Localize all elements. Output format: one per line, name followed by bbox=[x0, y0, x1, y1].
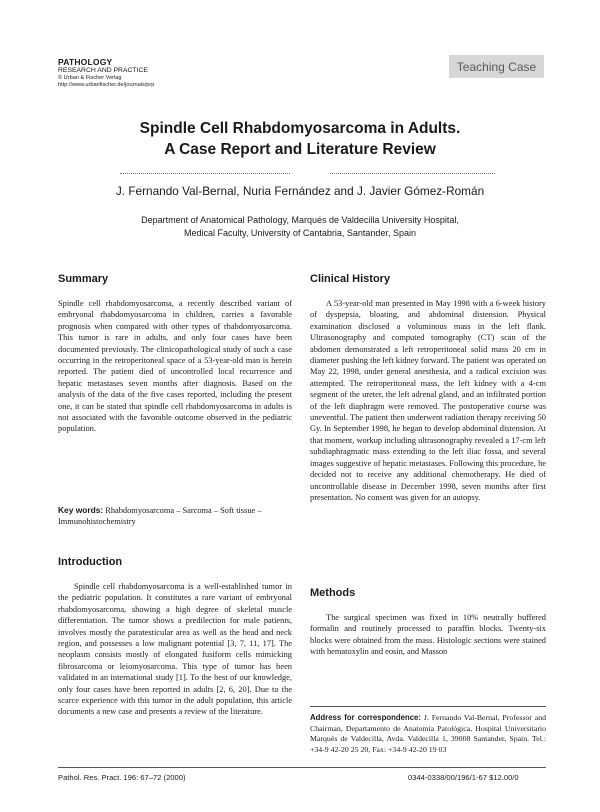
clinical-history-paragraph: A 53-year-old man presented in May 1998 with a 6-week history of dyspepsia, bloating, and abdominal distension. Physical examination disclosed a voluminous mass in the left flank. Ultrasonography and computed tomography (CT) scan of the abdomen demonstrated a left retroperitoneal solid mass 20 cm in diameter pushing the left kidney forward. The patient was operated on May 22, 1998, under general anesthesia, and a radical excision was attempted. The retroperitoneal mass, the left kidney with a 4-cm segment of the ureter, the left adrenal gland, and an infiltrated portion of the left diaphragm were removed. The postoperative course was uneventful. The patient then underwent radiation therapy receiving 50 Gy. In September 1998, he began to develop abdominal distension. At that moment, workup including ultrasonography revealed a 17-cm left subdiaphragmatic mass extending to the left iliac fossa, and several images suggestive of hepatic metastases. Following this procedure, he decided not to receive any additional chemotherapy. He died of uncontrollable disease in December 1998, seven months after first presentation. No consent was given for an autopsy. bbox=[310, 299, 546, 502]
methods-heading: Methods bbox=[310, 587, 356, 599]
journal-url[interactable]: http://www.urbanfischer.de/journals/prp bbox=[58, 82, 155, 88]
journal-publisher: © Urban & Fischer Verlag bbox=[58, 75, 122, 81]
summary-heading: Summary bbox=[58, 273, 109, 285]
footer-issn: 0344-0338/00/196/1-67 $12.00/0 bbox=[408, 773, 519, 782]
authors: J. Fernando Val-Bernal, Nuria Fernández and J. Javier Gómez-Román bbox=[115, 184, 485, 198]
affiliation-line-2: Medical Faculty, University of Cantabria, Santander, Spain bbox=[184, 228, 416, 238]
clinical-history-heading: Clinical History bbox=[310, 273, 391, 285]
correspondence-text: J. Fernando Val-Bernal, Professor and Chairman, Departamento de Anatomía Patológica, Hospital Universitario Marqués de Valdecilla, Avda. Valdecilla 1, 39008 Santander, Spain. Tel.: +34-9 42-20 25 20, Fax: +34-9 42-20 19 03 bbox=[310, 713, 546, 754]
correspondence-divider bbox=[310, 706, 546, 707]
keywords-text: Rhabdomyosarcoma – Sarcoma – Soft tissue – Immunohistochemistry bbox=[58, 506, 262, 527]
summary-paragraph: Spindle cell rhabdomyosarcoma, a recently described variant of embryonal rhabdomyosarcoma in children, carries a favorable prognosis when compared with other types of rhabdomyosarcoma. This tumor is rare in adults, and only four cases have been documented previously. The clinicopathological study of such a case occurring in the retroperitoneal space of a 53-year-old man is herein reported. The patient died of uncontrolled local recurrence and hepatic metastases seven months after diagnosis. Based on the analysis of the data of the five cases reported, including the present one, it can be stated that spindle cell rhabdomyosarcoma in adults is not associated with the favorable outcome observed in the pediatric population. bbox=[58, 299, 292, 434]
journal-subtitle: RESEARCH AND PRACTICE bbox=[58, 67, 148, 74]
methods-text bbox=[310, 612, 546, 658]
title-line-2: A Case Report and Literature Review bbox=[164, 141, 436, 158]
correspondence bbox=[310, 713, 546, 755]
methods-paragraph: The surgical specimen was fixed in 10% neutrally buffered formalin and routinely processed to paraffin blocks. Twenty-six blocks were obtained from the mass. Histologic sections were stained with hematoxylin and eosin, and Masson bbox=[310, 613, 546, 657]
keywords-label: Key words: bbox=[58, 505, 104, 515]
introduction-paragraph: Spindle cell rhabdomyosarcoma is a well-established tumor in the pediatric population. It constitutes a rare variant of embryonal rhabdomyosarcoma, showing a high degree of skeletal muscle differentiation. The tumor shows a predilection for male patients, involves mostly the paratesticular area as well as the head and neck region, and possesses a low malignant potential [3, 7, 11, 17]. The neoplasm consists mostly of elongated fusiform cells mimicking fibrosarcoma or leiomyosarcoma. This type of tumor has been validated in an international study [1]. To the best of our knowledge, only four cases have been reported in adults [2, 6, 20]. Due to the scarce experience with this tumor in the adult population, this article documents a new case and presents a review of the literature. bbox=[58, 582, 292, 717]
introduction-heading: Introduction bbox=[58, 556, 123, 568]
footer-citation: Pathol. Res. Pract. 196: 67–72 (2000) bbox=[58, 773, 186, 782]
footer-divider bbox=[58, 767, 546, 768]
clinical-history-text bbox=[310, 298, 546, 503]
article-title bbox=[60, 118, 540, 160]
keywords bbox=[58, 505, 292, 528]
article-type-badge: Teaching Case bbox=[449, 55, 544, 78]
journal-name: PATHOLOGY bbox=[58, 57, 113, 67]
journal-header bbox=[58, 58, 154, 89]
affiliation-line-1: Department of Anatomical Pathology, Marqués de Valdecilla University Hospital, bbox=[141, 215, 459, 225]
correspondence-label: Address for correspondence: bbox=[310, 713, 421, 722]
summary-text bbox=[58, 298, 292, 435]
affiliation bbox=[60, 214, 540, 240]
title-divider-right bbox=[330, 173, 495, 174]
title-divider-left bbox=[120, 173, 290, 174]
title-line-1: Spindle Cell Rhabdomyosarcoma in Adults. bbox=[139, 120, 461, 137]
introduction-text bbox=[58, 581, 292, 718]
